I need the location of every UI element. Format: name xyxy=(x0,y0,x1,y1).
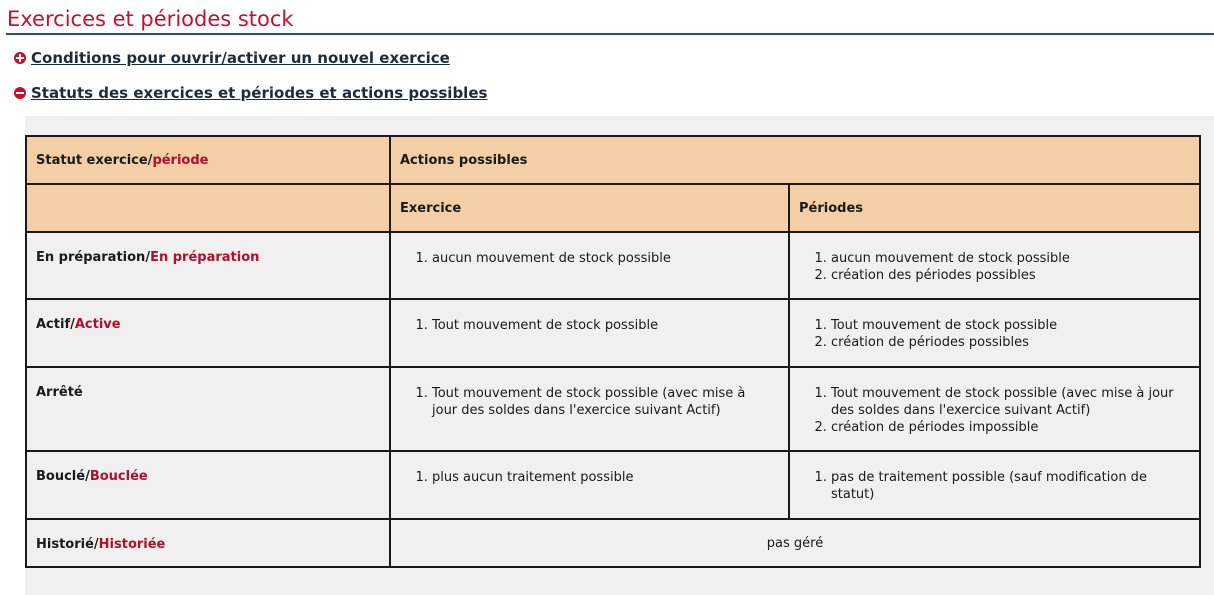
exercice-cell xyxy=(390,299,789,367)
minus-circle-icon xyxy=(14,87,26,99)
list-item: 2. création des périodes possibles xyxy=(831,267,1185,284)
header-exercice: Exercice xyxy=(390,184,789,232)
periodes-cell xyxy=(789,232,1200,299)
header-status-prefix: Statut exercice/ xyxy=(36,152,153,168)
conditions-toggle-label: Conditions pour ouvrir/activer un nouvel exercice xyxy=(31,49,450,67)
list-item: 2. création de périodes impossible xyxy=(831,419,1185,436)
status-label-red: Historiée xyxy=(98,537,166,552)
status-label-red: Active xyxy=(74,317,121,332)
header-actions: Actions possibles xyxy=(390,136,1200,184)
list-item: 1. plus aucun traitement possible xyxy=(432,469,774,486)
list-item: 1. aucun mouvement de stock possible xyxy=(432,250,774,267)
status-cell xyxy=(26,232,390,299)
list-item: 1. Tout mouvement de stock possible xyxy=(432,317,774,334)
status-label: Arrêté xyxy=(36,385,83,400)
status-label-red: En préparation xyxy=(150,250,260,265)
list-item: 2. création de périodes possibles xyxy=(831,334,1185,351)
table-row xyxy=(26,519,1200,567)
exercice-cell xyxy=(390,367,789,451)
exercice-cell xyxy=(390,232,789,299)
list-item: 1. Tout mouvement de stock possible (avec mise à jour des soldes dans l'exercice suivant Actif) xyxy=(831,385,1185,419)
status-label: Bouclé/ xyxy=(36,469,90,484)
page-title: Exercices et périodes stock xyxy=(7,7,294,31)
periodes-cell xyxy=(789,367,1200,451)
plus-circle-icon xyxy=(14,52,26,64)
status-cell xyxy=(26,299,390,367)
header-periodes: Périodes xyxy=(789,184,1200,232)
table-subheader-row xyxy=(26,184,1200,232)
header-empty xyxy=(26,184,390,232)
list-item: 1. Tout mouvement de stock possible xyxy=(831,317,1185,334)
table-header-row xyxy=(26,136,1200,184)
periodes-cell xyxy=(789,299,1200,367)
status-label: En préparation/ xyxy=(36,250,151,265)
title-divider xyxy=(6,33,1214,35)
exercice-cell xyxy=(390,451,789,519)
list-item: 1. aucun mouvement de stock possible xyxy=(831,250,1185,267)
table-row xyxy=(26,299,1200,367)
list-item: 1. Tout mouvement de stock possible (avec mise à jour des soldes dans l'exercice suivant Actif) xyxy=(432,385,774,419)
merged-actions-cell: pas géré xyxy=(390,519,1200,567)
status-table xyxy=(25,135,1201,568)
status-label: Historié/ xyxy=(36,537,99,552)
header-status xyxy=(26,136,390,184)
status-cell xyxy=(26,451,390,519)
statuts-panel xyxy=(25,116,1214,595)
statuts-toggle-label: Statuts des exercices et périodes et actions possibles xyxy=(31,84,488,102)
status-label-red: Bouclée xyxy=(89,469,148,484)
status-cell xyxy=(26,367,390,451)
periodes-cell xyxy=(789,451,1200,519)
status-label: Actif/ xyxy=(36,317,75,332)
conditions-toggle-link[interactable] xyxy=(14,49,450,67)
status-cell xyxy=(26,519,390,567)
table-row xyxy=(26,232,1200,299)
list-item: 1. pas de traitement possible (sauf modification de statut) xyxy=(831,469,1185,503)
header-status-suffix: période xyxy=(152,152,209,168)
statuts-toggle-link[interactable] xyxy=(14,84,487,102)
table-row xyxy=(26,367,1200,451)
table-row xyxy=(26,451,1200,519)
